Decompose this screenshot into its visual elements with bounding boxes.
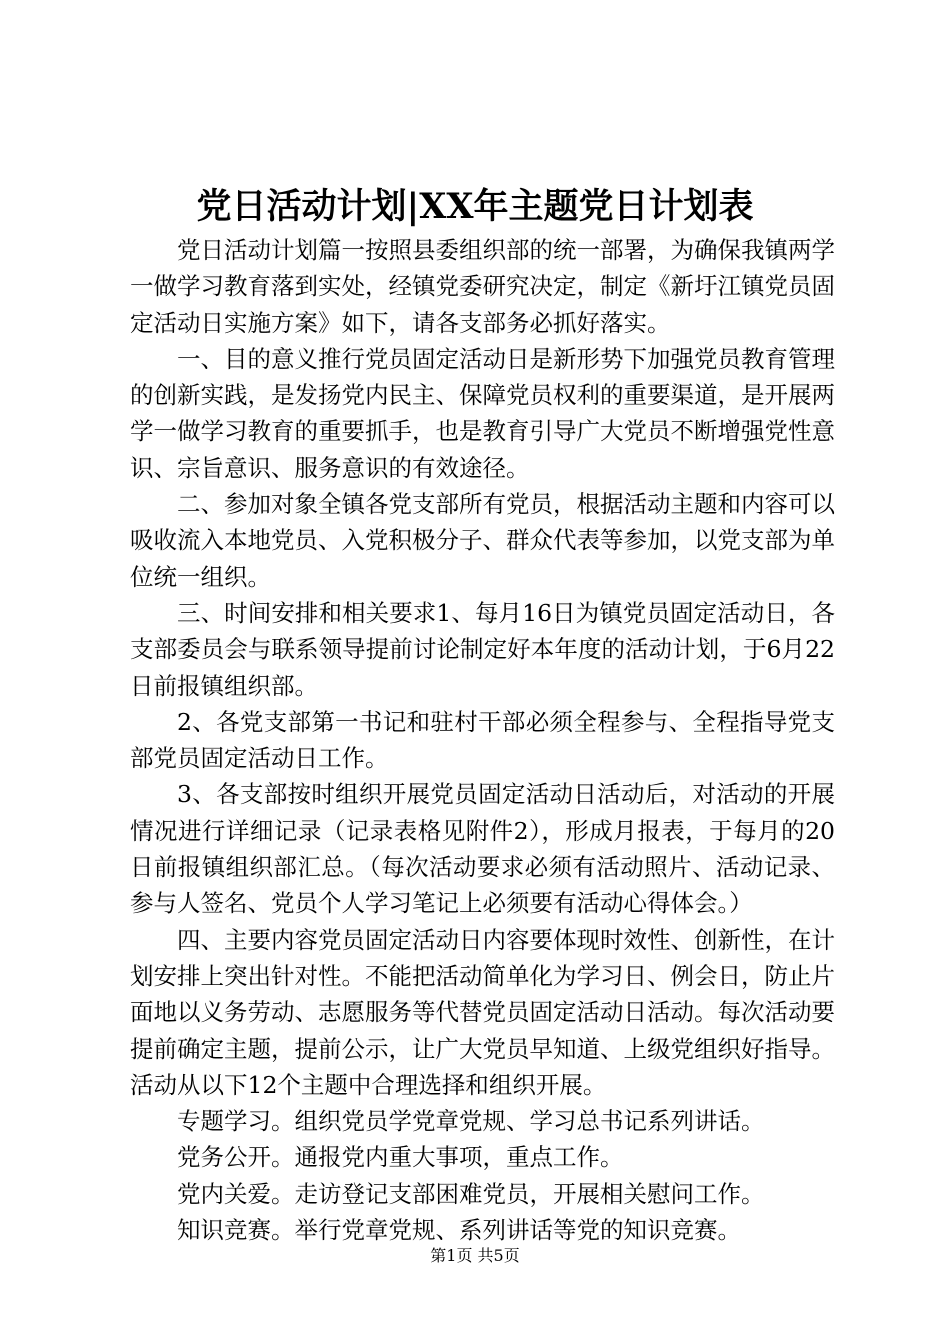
paragraph-content: 四、主要内容党员固定活动日内容要体现时效性、创新性，在计划安排上突出针对性。不能把活动简单化为学习日、例会日，防止片面地以义务劳动、志愿服务等代替党员固定活动日活动。每次活动要提前确定主题，提前公示，让广大党员早知道、上级党组织好指导。活动从以下12个主题中合理选择和组织开展。: [130, 925, 835, 1099]
paragraph-participants: 二、参加对象全镇各党支部所有党员，根据活动主题和内容可以吸收流入本地党员、入党积极分子、群众代表等参加，以党支部为单位统一组织。: [130, 490, 835, 591]
topic-item: 党内关爱。走访登记支部困难党员，开展相关慰问工作。: [177, 1179, 765, 1208]
paragraph-requirement-3: 3、各支部按时组织开展党员固定活动日活动后，对活动的开展情况进行详细记录（记录表格见附件2），形成月报表，于每月的20日前报镇组织部汇总。（每次活动要求必须有活动照片、活动记录、参与人签名、党员个人学习笔记上必须要有活动心得体会。）: [130, 780, 835, 918]
document-body: [130, 232, 835, 1248]
topic-item: 知识竞赛。举行党章党规、系列讲话等党的知识竞赛。: [177, 1216, 741, 1245]
topic-item: 党务公开。通报党内重大事项，重点工作。: [177, 1143, 624, 1172]
paragraph-intro: 党日活动计划篇一按照县委组织部的统一部署，为确保我镇两学一做学习教育落到实处，经镇党委研究决定，制定《新圩江镇党员固定活动日实施方案》如下，请各支部务必抓好落实。: [130, 236, 835, 337]
paragraph-purpose: 一、目的意义推行党员固定活动日是新形势下加强党员教育管理的创新实践，是发扬党内民主、保障党员权利的重要渠道，是开展两学一做学习教育的重要抓手，也是教育引导广大党员不断增强党性意识、宗旨意识、服务意识的有效途径。: [130, 344, 835, 482]
topic-item: 专题学习。组织党员学党章党规、学习总书记系列讲话。: [177, 1107, 765, 1136]
page-number-footer: 第1页 共5页: [430, 1246, 520, 1265]
paragraph-requirement-2: 2、各党支部第一书记和驻村干部必须全程参与、全程指导党支部党员固定活动日工作。: [130, 707, 835, 773]
document-title: 党日活动计划|XX年主题党日计划表: [196, 186, 754, 227]
paragraph-schedule: 三、时间安排和相关要求1、每月16日为镇党员固定活动日，各支部委员会与联系领导提前讨论制定好本年度的活动计划，于6月22日前报镇组织部。: [130, 598, 835, 700]
